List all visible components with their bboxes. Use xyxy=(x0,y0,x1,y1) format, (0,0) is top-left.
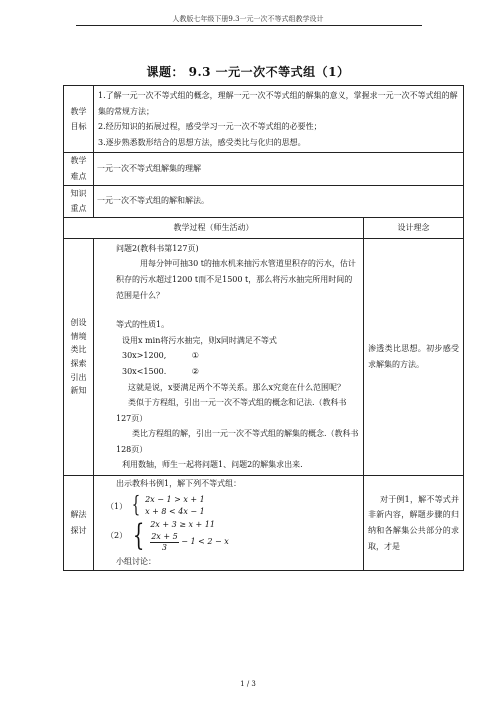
key-point-row xyxy=(64,185,464,217)
key-point-label: 知识重点 xyxy=(64,185,94,217)
process-header-right: 设计理念 xyxy=(364,217,464,238)
difficulty-label: 教学难点 xyxy=(64,153,94,185)
objective-3: 3.逐步熟悉数形结合的思想方法，感受类比与化归的思想。 xyxy=(98,137,306,147)
system-1-number: （1） xyxy=(106,501,128,511)
inequality-2: 30x<1500. ② xyxy=(122,366,199,376)
system-2 xyxy=(106,519,229,552)
method-line-1: 出示教科书例1，解下列不等式组： xyxy=(116,479,242,489)
system-2-eq-1: 2x + 3 ≥ x + 11 xyxy=(150,520,215,530)
objectives-label: 教学目标 xyxy=(64,86,94,153)
key-point-text: 一元一次不等式组的解和解法。 xyxy=(94,185,464,217)
page-number: 1 / 3 xyxy=(240,680,256,688)
system-1-eq-1: 2x − 1 > x + 1 xyxy=(145,494,205,504)
objective-1: 1.了解一元一次不等式组的概念，理解一元一次不等式组的解集的意义，掌握求一元一次不等式组的解集的常规方法； xyxy=(98,91,458,116)
system-1-eq-2: x + 8 < 4x − 1 xyxy=(145,507,205,517)
lesson-title: 课题： 9.3 一元一次不等式组（1） xyxy=(146,65,350,79)
fraction xyxy=(150,532,178,552)
spacer xyxy=(116,303,359,317)
method-label: 解法探讨 xyxy=(64,476,94,571)
objectives-row xyxy=(64,86,464,153)
intro-line-10: 利用数轴，师生一起将问题1、问题2的解集求出来. xyxy=(122,460,303,470)
brace-icon: { xyxy=(131,493,141,519)
objective-2: 2.经历知识的拓展过程，感受学习一元一次不等式组的必要性； xyxy=(98,122,322,132)
page-header: 人教版七年级下册9.3一元一次不等式组教学设计 xyxy=(172,15,324,23)
system-1 xyxy=(106,494,205,520)
intro-line-7: 这就是说，x要满足两个不等关系。那么x究竟在什么范围呢？ xyxy=(128,382,346,392)
brace-icon: { xyxy=(132,517,145,553)
intro-line-3: 等式的性质1。 xyxy=(116,320,170,330)
system-2-number: （2） xyxy=(106,530,128,540)
fraction-numerator: 2x + 5 xyxy=(151,532,178,542)
intro-design: 渗透类比思想。初步感受求解集的方法。 xyxy=(364,238,464,475)
method-content xyxy=(94,476,364,571)
method-line-3: 小组讨论： xyxy=(116,557,156,567)
intro-row xyxy=(64,238,464,475)
example-systems xyxy=(106,494,359,553)
difficulty-row xyxy=(64,153,464,185)
intro-line-9: 类比方程组的解，引出一元一次不等式组的解集的概念.（教科书128页） xyxy=(116,429,359,454)
system-2-eq-2-rest: − 1 < 2 − x xyxy=(181,537,229,547)
header-rule xyxy=(76,25,422,26)
intro-content xyxy=(94,238,364,475)
method-design: 对于例1，解不等式并非新内容，解题步骤的归纳和各解集公共部分的求取，才是 xyxy=(364,476,464,571)
process-header-left: 教学过程（师生活动） xyxy=(64,217,364,238)
fraction-denominator: 3 xyxy=(161,542,167,552)
difficulty-text: 一元一次不等式组解集的理解 xyxy=(94,153,464,185)
intro-line-8: 类似于方程组，引出一元一次不等式组的概念和记法.（教科书127页） xyxy=(116,398,347,423)
intro-label: 创设情境类比探索引出新知 xyxy=(64,238,94,475)
method-row xyxy=(64,476,464,571)
intro-line-1: 问题2(教科书第127页) xyxy=(116,243,199,253)
process-header-row xyxy=(64,217,464,238)
intro-line-2: 用每分钟可抽30 t的抽水机来抽污水管道里积存的污水，估计积存的污水超过1200 t而不足1500 t，那么将污水抽完所用时间的范围是什么？ xyxy=(116,259,356,300)
objectives-content xyxy=(94,86,464,153)
intro-line-4: 设用x min将污水抽完，则x同时满足不等式 xyxy=(122,335,277,345)
inequality-1: 30x>1200, ① xyxy=(122,351,199,361)
lesson-plan-table xyxy=(63,85,464,571)
